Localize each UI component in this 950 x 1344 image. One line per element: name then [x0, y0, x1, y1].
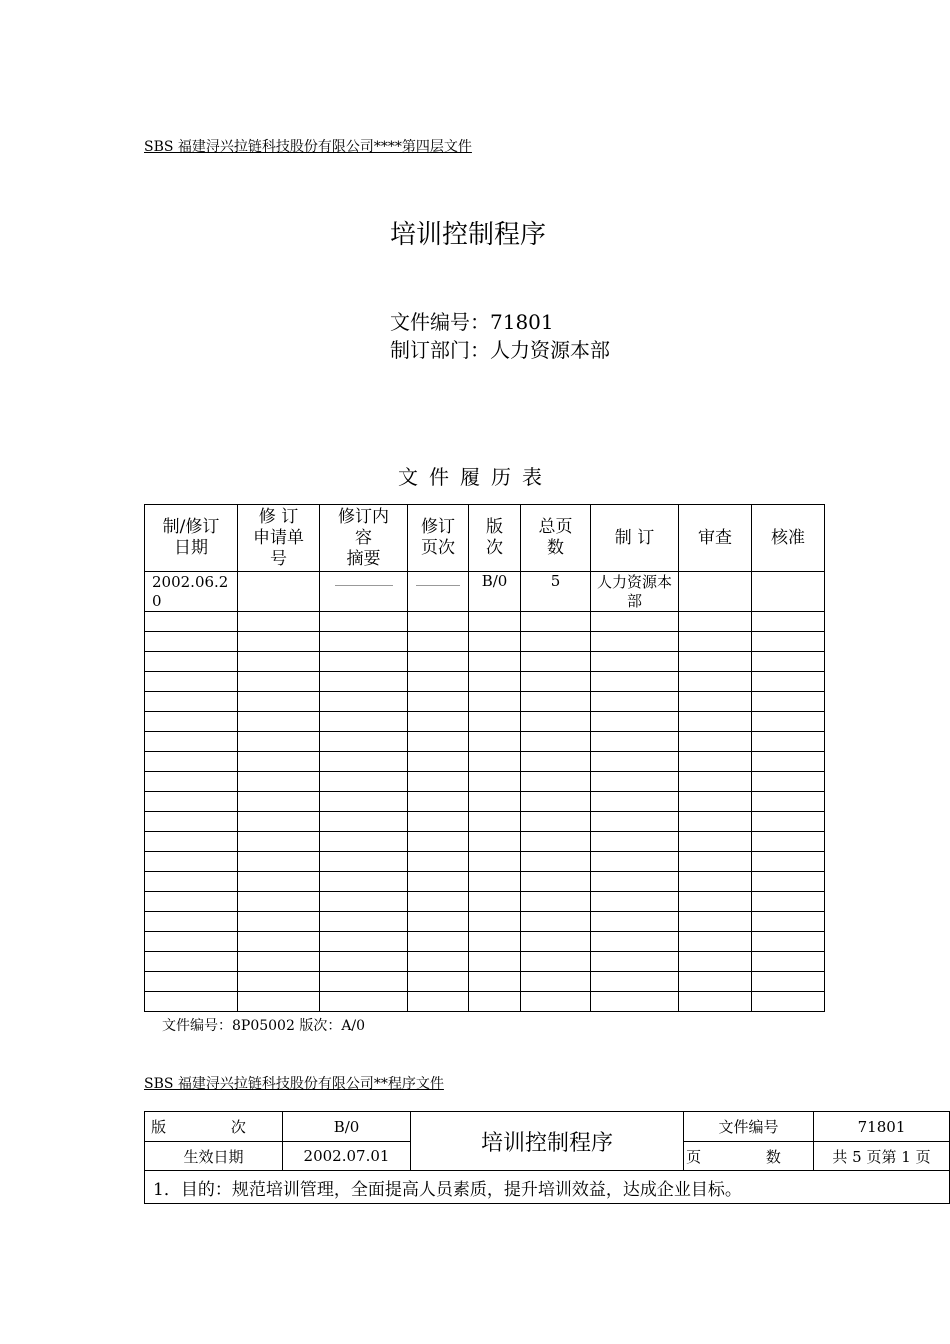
table-cell: [469, 772, 521, 792]
table-cell: [320, 752, 408, 772]
table-cell: [145, 652, 238, 672]
header-top: SBS 福建浔兴拉链科技股份有限公司****第四层文件: [144, 139, 472, 155]
col-approve: 核准: [752, 505, 825, 572]
table-cell: [591, 692, 679, 712]
table-cell: [469, 852, 521, 872]
table-cell: [521, 952, 591, 972]
info-title: 培训控制程序: [411, 1112, 684, 1171]
number-value: 71801: [814, 1112, 950, 1142]
table-cell: [238, 972, 320, 992]
table-row: [145, 992, 825, 1012]
table-row: [145, 692, 825, 712]
table-cell: [752, 752, 825, 772]
table-row: [145, 792, 825, 812]
table-cell: [238, 892, 320, 912]
table-cell: [752, 832, 825, 852]
table-cell: [238, 632, 320, 652]
table-cell: [752, 852, 825, 872]
table-cell: [238, 712, 320, 732]
table-cell: [145, 692, 238, 712]
table-cell: [752, 652, 825, 672]
table-cell: [679, 952, 752, 972]
table-cell: [469, 912, 521, 932]
table-cell: [238, 932, 320, 952]
table-cell: [521, 692, 591, 712]
table-cell: [145, 892, 238, 912]
table-cell: [679, 972, 752, 992]
col-summary: 修订内 容 摘要: [320, 505, 408, 572]
table-cell: [145, 872, 238, 892]
table-cell: [752, 892, 825, 912]
table-cell: [238, 692, 320, 712]
table-cell: [591, 912, 679, 932]
col-pages: 修订 页次: [408, 505, 469, 572]
table-cell: [145, 932, 238, 952]
table-cell: [679, 672, 752, 692]
table-cell: [752, 632, 825, 652]
table-cell: [469, 712, 521, 732]
table-cell: [521, 652, 591, 672]
table-cell: [469, 652, 521, 672]
cell-review: [679, 572, 752, 612]
table-cell: [591, 932, 679, 952]
table-cell: [408, 932, 469, 952]
table-cell: [320, 652, 408, 672]
table-cell: [145, 812, 238, 832]
table-cell: [679, 932, 752, 952]
table-cell: [469, 612, 521, 632]
table-cell: [752, 712, 825, 732]
table-cell: [238, 992, 320, 1012]
table-row: [145, 752, 825, 772]
dash-mark: [335, 585, 393, 586]
document-department: 制订部门：人力资源本部: [390, 338, 610, 362]
cell-date: 2002.06.20: [145, 572, 238, 612]
table-cell: [238, 732, 320, 752]
table-cell: [469, 932, 521, 952]
table-cell: [679, 792, 752, 812]
table-cell: [521, 772, 591, 792]
table-cell: [145, 732, 238, 752]
pages-label: 页 数: [684, 1142, 814, 1171]
table-cell: [408, 892, 469, 912]
table-cell: [238, 952, 320, 972]
dash-mark: [416, 585, 460, 586]
history-table: [144, 504, 825, 1012]
version-value: B/0: [283, 1112, 411, 1142]
table-cell: [591, 792, 679, 812]
table-cell: [679, 832, 752, 852]
table-cell: [145, 712, 238, 732]
table-cell: [408, 632, 469, 652]
table-cell: [591, 732, 679, 752]
table-cell: [145, 772, 238, 792]
table-row: [145, 652, 825, 672]
table-cell: [408, 772, 469, 792]
table-row: [145, 612, 825, 632]
table-cell: [679, 852, 752, 872]
table-cell: [145, 832, 238, 852]
table-cell: [238, 852, 320, 872]
table-cell: [521, 932, 591, 952]
table-cell: [521, 892, 591, 912]
table-cell: [469, 732, 521, 752]
table-cell: [238, 832, 320, 852]
table-cell: [145, 972, 238, 992]
table-row: [145, 632, 825, 652]
cell-pages: [408, 572, 469, 612]
table-cell: [469, 692, 521, 712]
document-info-table: [144, 1111, 950, 1204]
table-cell: [591, 712, 679, 732]
table-cell: [408, 972, 469, 992]
history-header-row: [145, 505, 825, 572]
cell-approve: [752, 572, 825, 612]
table-cell: [591, 852, 679, 872]
table-cell: [679, 892, 752, 912]
table-cell: [145, 672, 238, 692]
table-cell: [521, 752, 591, 772]
table-cell: [591, 752, 679, 772]
table-cell: [145, 632, 238, 652]
table-row: [145, 672, 825, 692]
number-label: 文件编号: [684, 1112, 814, 1142]
table-cell: [591, 972, 679, 992]
table-cell: [320, 712, 408, 732]
table-cell: [408, 872, 469, 892]
table-cell: [591, 872, 679, 892]
table-cell: [320, 732, 408, 752]
table-cell: [320, 692, 408, 712]
table-cell: [521, 832, 591, 852]
table-cell: [469, 872, 521, 892]
table-cell: [320, 792, 408, 812]
col-version: 版 次: [469, 505, 521, 572]
table-row: [145, 972, 825, 992]
pages-value: 共 5 页第 1 页: [814, 1142, 950, 1171]
table-cell: [521, 792, 591, 812]
table-cell: [145, 852, 238, 872]
table-cell: [679, 612, 752, 632]
table-cell: [408, 732, 469, 752]
table-cell: [521, 852, 591, 872]
effective-value: 2002.07.01: [283, 1142, 411, 1171]
table-cell: [408, 692, 469, 712]
table-cell: [679, 912, 752, 932]
table-row: [145, 952, 825, 972]
table-cell: [238, 792, 320, 812]
table-cell: [469, 752, 521, 772]
table-cell: [408, 952, 469, 972]
table-cell: [320, 612, 408, 632]
table-cell: [238, 672, 320, 692]
table-cell: [591, 672, 679, 692]
version-label: 版 次: [145, 1112, 283, 1142]
table-cell: [145, 792, 238, 812]
table-cell: [752, 772, 825, 792]
table-cell: [591, 652, 679, 672]
table-cell: [408, 832, 469, 852]
table-cell: [238, 912, 320, 932]
table-cell: [679, 692, 752, 712]
table-cell: [521, 632, 591, 652]
history-table-title: 文件履历表: [398, 465, 553, 489]
table-row: [145, 732, 825, 752]
table-cell: [320, 912, 408, 932]
table-cell: [752, 912, 825, 932]
table-cell: [521, 672, 591, 692]
table-cell: [752, 672, 825, 692]
table-cell: [521, 872, 591, 892]
table-cell: [320, 852, 408, 872]
table-row: [145, 852, 825, 872]
table-cell: [145, 992, 238, 1012]
table-cell: [408, 912, 469, 932]
document-title: 培训控制程序: [390, 220, 547, 250]
table-row: [145, 572, 825, 612]
table-cell: [145, 912, 238, 932]
table-cell: [591, 632, 679, 652]
col-date: 制/修订 日期: [145, 505, 238, 572]
table-row: [145, 812, 825, 832]
col-review: 审查: [679, 505, 752, 572]
table-cell: [320, 872, 408, 892]
table-cell: [752, 612, 825, 632]
table-cell: [521, 992, 591, 1012]
table-cell: [320, 972, 408, 992]
table-cell: [679, 992, 752, 1012]
cell-request-no: [238, 572, 320, 612]
table-cell: [238, 812, 320, 832]
table-cell: [521, 972, 591, 992]
table-cell: [752, 872, 825, 892]
table-cell: [679, 812, 752, 832]
table-cell: [320, 812, 408, 832]
table-cell: [408, 752, 469, 772]
table-cell: [521, 912, 591, 932]
table-cell: [145, 952, 238, 972]
table-cell: [469, 792, 521, 812]
table-cell: [469, 952, 521, 972]
table-cell: [469, 992, 521, 1012]
table-cell: [238, 752, 320, 772]
table-cell: [752, 972, 825, 992]
table-cell: [145, 752, 238, 772]
table-cell: [408, 712, 469, 732]
table-cell: [238, 652, 320, 672]
table-cell: [469, 972, 521, 992]
table-cell: [679, 872, 752, 892]
table-cell: [752, 792, 825, 812]
table-row: [145, 872, 825, 892]
table-cell: [320, 632, 408, 652]
table-cell: [320, 672, 408, 692]
col-request-no: 修 订 申请单 号: [238, 505, 320, 572]
table-cell: [469, 832, 521, 852]
table-row: [145, 892, 825, 912]
table-cell: [752, 692, 825, 712]
table-cell: [591, 952, 679, 972]
table-cell: [320, 832, 408, 852]
table-cell: [679, 712, 752, 732]
table-cell: [320, 992, 408, 1012]
table-cell: [752, 992, 825, 1012]
table-cell: [679, 772, 752, 792]
table-cell: [408, 812, 469, 832]
table-cell: [408, 612, 469, 632]
table-cell: [752, 932, 825, 952]
table-cell: [679, 752, 752, 772]
table-cell: [469, 672, 521, 692]
table-cell: [469, 812, 521, 832]
table-cell: [591, 892, 679, 912]
purpose-text: 1．目的：规范培训管理，全面提高人员素质，提升培训效益，达成企业目标。: [145, 1171, 950, 1204]
table-cell: [521, 812, 591, 832]
table-cell: [521, 612, 591, 632]
table-cell: [752, 952, 825, 972]
col-made-by: 制 订: [591, 505, 679, 572]
cell-summary: [320, 572, 408, 612]
col-total-pages: 总页 数: [521, 505, 591, 572]
cell-made-by: 人力资源本部: [591, 572, 679, 612]
cell-total-pages: 5: [521, 572, 591, 612]
table-cell: [521, 732, 591, 752]
document-number: 文件编号：71801: [390, 310, 554, 334]
table-cell: [238, 872, 320, 892]
table-cell: [752, 812, 825, 832]
table-cell: [591, 992, 679, 1012]
table-cell: [679, 732, 752, 752]
table-row: [145, 712, 825, 732]
table-cell: [469, 892, 521, 912]
table-row: [145, 772, 825, 792]
info-row: [145, 1112, 950, 1142]
table-cell: [679, 652, 752, 672]
table-cell: [320, 772, 408, 792]
table-cell: [320, 892, 408, 912]
table-cell: [752, 732, 825, 752]
table-cell: [591, 832, 679, 852]
table-cell: [320, 952, 408, 972]
effective-label: 生效日期: [145, 1142, 283, 1171]
table-cell: [408, 672, 469, 692]
table-cell: [408, 652, 469, 672]
info-row: [145, 1171, 950, 1204]
table-cell: [320, 932, 408, 952]
cell-version: B/0: [469, 572, 521, 612]
table-cell: [679, 632, 752, 652]
table-cell: [469, 632, 521, 652]
table-cell: [591, 812, 679, 832]
table-cell: [408, 792, 469, 812]
table-cell: [408, 852, 469, 872]
table-cell: [238, 772, 320, 792]
table-cell: [521, 712, 591, 732]
table-row: [145, 912, 825, 932]
table-cell: [145, 612, 238, 632]
table-row: [145, 932, 825, 952]
table-cell: [238, 612, 320, 632]
history-footnote: 文件编号：8P05002 版次：A/0: [162, 1018, 366, 1034]
table-cell: [591, 612, 679, 632]
table-cell: [408, 992, 469, 1012]
table-row: [145, 832, 825, 852]
header-bottom: SBS 福建浔兴拉链科技股份有限公司**程序文件: [144, 1076, 444, 1092]
table-cell: [591, 772, 679, 792]
